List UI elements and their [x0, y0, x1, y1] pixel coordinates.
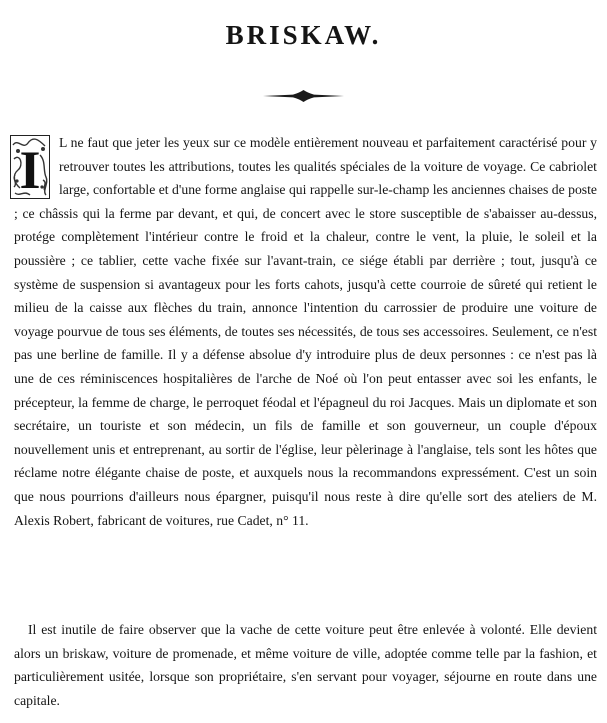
- ornamental-divider: [263, 89, 344, 103]
- paragraph-1-text: L ne faut que jeter les yeux sur ce modèle entièrement nouveau et parfaitement caractérisé pour y retrouver toutes les attributions, toutes les qualités spéciales de la voiture de voyage. Ce cabriolet large, confortable et d'une forme anglaise qui rappelle sur-le-champ les anciennes chaises de poste ; ce châssis qui la ferme par devant, et qui, de concert avec le store susceptible de s'abaisser au-dessus, protége complètement l'intérieur contre le froid et la chaleur, contre le vent, la pluie, le soleil et la poussière ; ce tablier, cette vache fixée sur l'avant-train, ce siége établi par derrière ; tout, jusqu'à ce système de suspension si avantageux pour les forts cahots, jusqu'à cette courroie de sûreté qui retient le milieu de la caisse aux flèches du train, annonce l'intention du carrossier de produire une voiture de voyage pourvue de tous ses éléments, de toutes ses nécessités, de tous ses accessoires. Seulement, ce n'est pas une berline de famille. Il y a défense absolue d'y introduire plus de deux personnes : ce n'est pas là une de ces réminiscences hospitalières de l'arche de Noé où l'on peut entasser avec soi les enfants, le précepteur, la femme de charge, le perroquet féodal et l'épagneul du roi Jacques. Mais un diplomate et son secrétaire, un touriste et son médecin, un fils de famille et son gouverneur, un couple d'époux nouvellement unis et entreprenant, au sortir de l'église, leur pèlerinage à l'anglaise, tels sont les hôtes que réclame notre élégante chaise de poste, et auxquels nous la recommandons expressément. C'est un soin que nous pourrions d'ailleurs nous épargner, puisqu'il nous reste à dire qu'elle sort des ateliers de M. Alexis Robert, fabricant de voitures, rue Cadet, n° 11.: [14, 135, 597, 528]
- paragraph-1: [14, 131, 597, 532]
- page-title: BRISKAW.: [225, 20, 382, 50]
- paragraph-2: Il est inutile de faire observer que la vache de cette voiture peut être enlevée à volonté. Elle devient alors un briskaw, voiture de promenade, et même voiture de ville, adoptée comme telle par la fashion, et particulièrement usitée, lorsque son propriétaire, s'en servant pour voyager, séjourne en route dans une capitale.: [14, 622, 597, 708]
- decorated-initial-letter: [10, 135, 50, 199]
- dropcap-letter: I: [19, 140, 41, 199]
